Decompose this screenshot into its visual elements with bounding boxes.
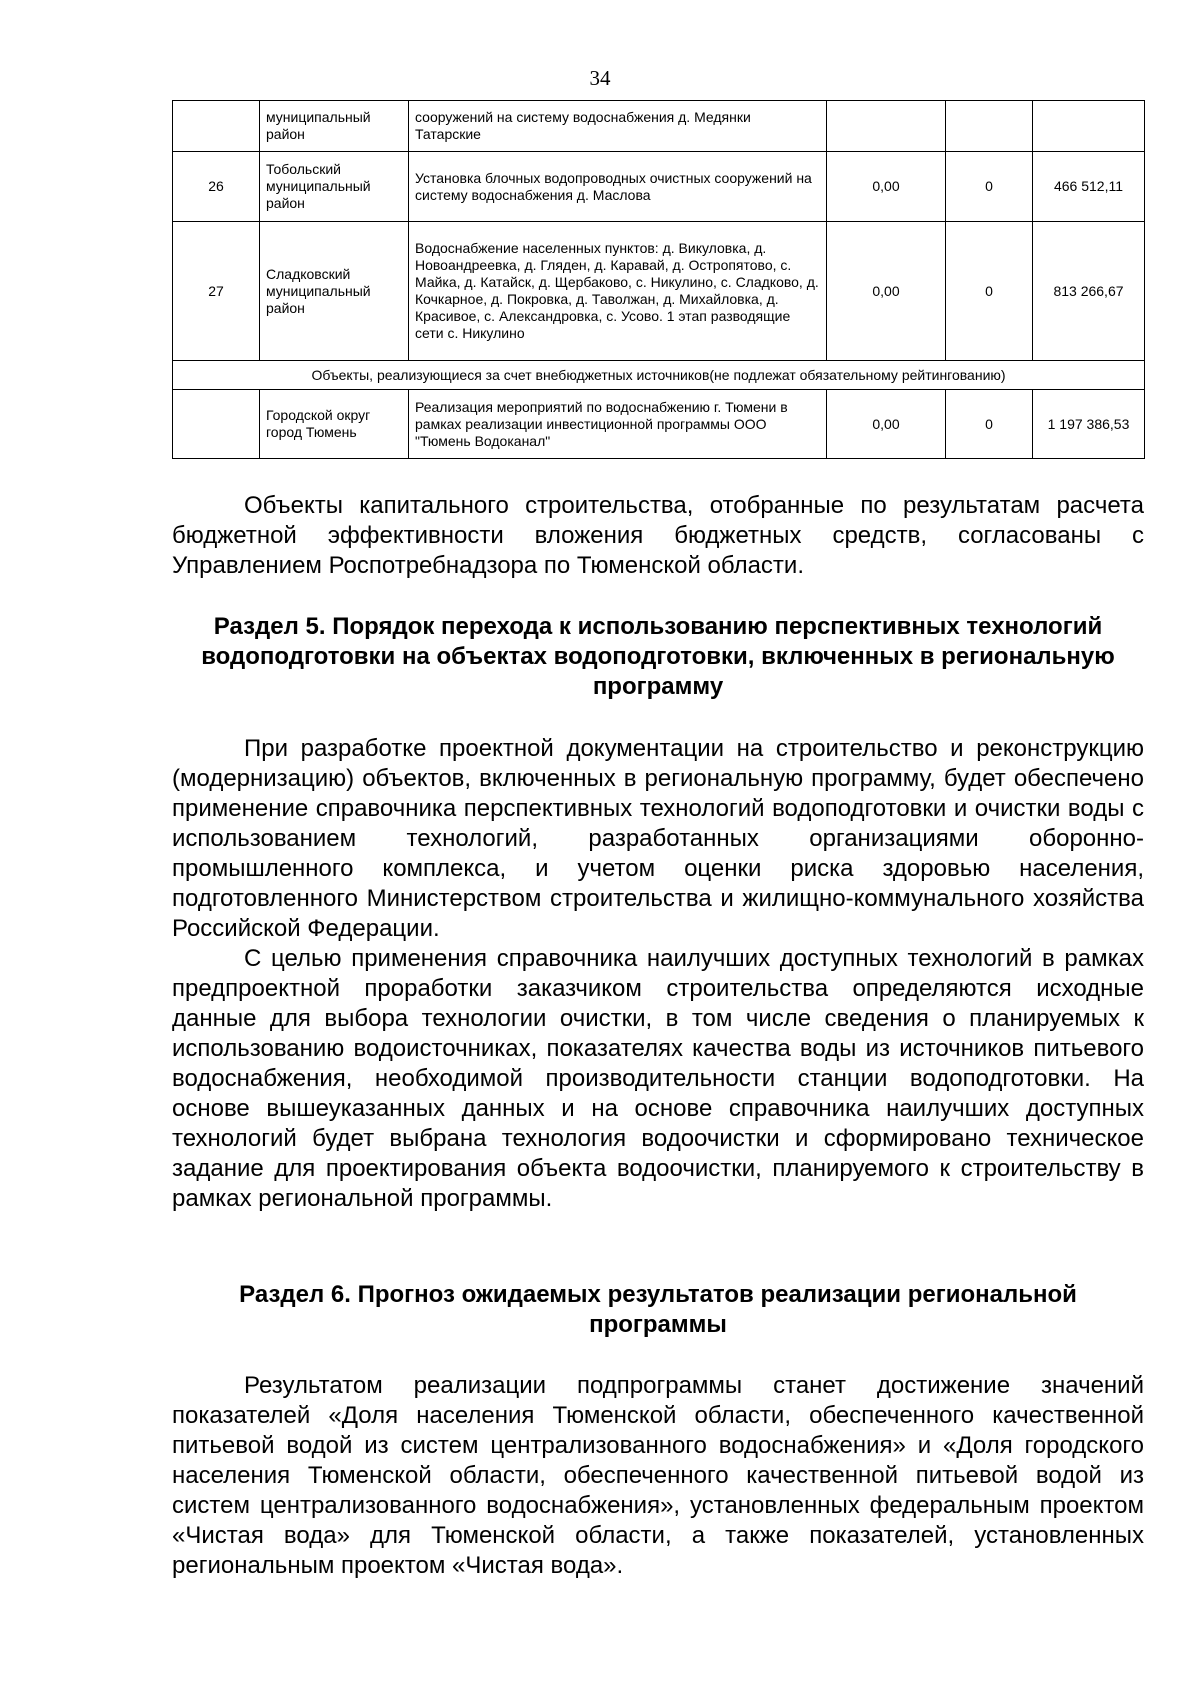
intro-paragraph: Объекты капитального строительства, отобранные по результатам расчета бюджетной эффективности вложения бюджетных средств, согласованы с Управлением Роспотребнадзора по Тюменской области. <box>172 492 1144 579</box>
cell-value-2: 0 <box>946 152 1033 222</box>
section-5-body <box>172 734 1144 1214</box>
intro-block <box>172 491 1144 581</box>
cell-number <box>173 390 260 459</box>
cell-value-3 <box>1033 101 1145 152</box>
table-row <box>173 222 1145 361</box>
cell-object: Установка блочных водопроводных очистных сооружений на систему водоснабжения д. Маслова <box>409 152 827 222</box>
cell-value-1 <box>827 101 946 152</box>
cell-district: Тобольский муниципальный район <box>260 152 409 222</box>
section-6-body <box>172 1371 1144 1581</box>
section-6-paragraph: Результатом реализации подпрограммы станет достижение значений показателей «Доля населения Тюменской области, обеспеченного качественной питьевой водой из систем централизованного водоснабжения» и «Доля городского населения Тюменской области, обеспеченного качественной питьевой водой из систем централизованного водоснабжения», установленных федеральным проектом «Чистая вода» для Тюменской области, а также показателей, установленных региональным проектом «Чистая вода». <box>172 1372 1144 1579</box>
cell-value-3: 813 266,67 <box>1033 222 1145 361</box>
table-row <box>173 101 1145 152</box>
cell-number: 26 <box>173 152 260 222</box>
cell-number: 27 <box>173 222 260 361</box>
section-5-title: Раздел 5. Порядок перехода к использованию перспективных технологий водоподготовки на объектах водоподготовки, включенных в региональную программу <box>201 613 1115 700</box>
cell-value-3: 1 197 386,53 <box>1033 390 1145 459</box>
cell-value-2 <box>946 101 1033 152</box>
cell-district: муниципальный район <box>260 101 409 152</box>
cell-number <box>173 101 260 152</box>
cell-value-2: 0 <box>946 390 1033 459</box>
cell-value-1: 0,00 <box>827 390 946 459</box>
table-section-row <box>173 361 1145 390</box>
page-number: 34 <box>589 66 611 90</box>
section-5-paragraph: При разработке проектной документации на строительство и реконструкцию (модернизацию) объектов, включенных в региональную программу, будет обеспечено применение справочника перспективных технологий водоподготовки и очистки воды с использованием технологий, разработанных организациями оборонно-промышленного комплекса, и учетом оценки риска здоровью населения, подготовленного Министерством строительства и жилищно-коммунального хозяйства Российской Федерации. <box>172 735 1144 942</box>
cell-district: Сладковский муниципальный район <box>260 222 409 361</box>
cell-object: Реализация мероприятий по водоснабжению г. Тюмени в рамках реализации инвестиционной программы ООО "Тюмень Водоканал" <box>409 390 827 459</box>
section-6-title: Раздел 6. Прогноз ожидаемых результатов реализации региональной программы <box>239 1281 1077 1338</box>
table-row <box>173 390 1145 459</box>
cell-value-2: 0 <box>946 222 1033 361</box>
cell-object: сооружений на систему водоснабжения д. Медянки Татарские <box>409 101 827 152</box>
section-5-paragraph: С целью применения справочника наилучших доступных технологий в рамках предпроектной проработки заказчиком строительства определяются исходные данные для выбора технологии очистки, в том числе сведения о планируемых к использованию водоисточниках, показателях качества воды из источников питьевого водоснабжения, необходимой производительности станции водоподготовки. На основе вышеуказанных данных и на основе справочника наилучших доступных технологий будет выбрана технология водоочистки и сформировано техническое задание для проектирования объекта водоочистки, планируемого к строительству в рамках региональной программы. <box>172 945 1144 1212</box>
cell-value-3: 466 512,11 <box>1033 152 1145 222</box>
table-row <box>173 152 1145 222</box>
cell-district: Городской округ город Тюмень <box>260 390 409 459</box>
cell-object: Водоснабжение населенных пунктов: д. Викуловка, д. Новоандреевка, д. Гляден, д. Каравай, д. Остропятово, с. Майка, д. Катайск, д. Щербаково, с. Никулино, с. Сладково, д. Кочкарное, д. Покровка, д. Таволжан, д. Михайловка, д. Красивое, с. Александровка, с. Усово. 1 этап разводящие сети с. Никулино <box>409 222 827 361</box>
cell-value-1: 0,00 <box>827 152 946 222</box>
cell-value-1: 0,00 <box>827 222 946 361</box>
section-row-label: Объекты, реализующиеся за счет внебюджетных источников(не подлежат обязательному рейтингованию) <box>173 361 1145 390</box>
projects-table <box>172 100 1145 459</box>
